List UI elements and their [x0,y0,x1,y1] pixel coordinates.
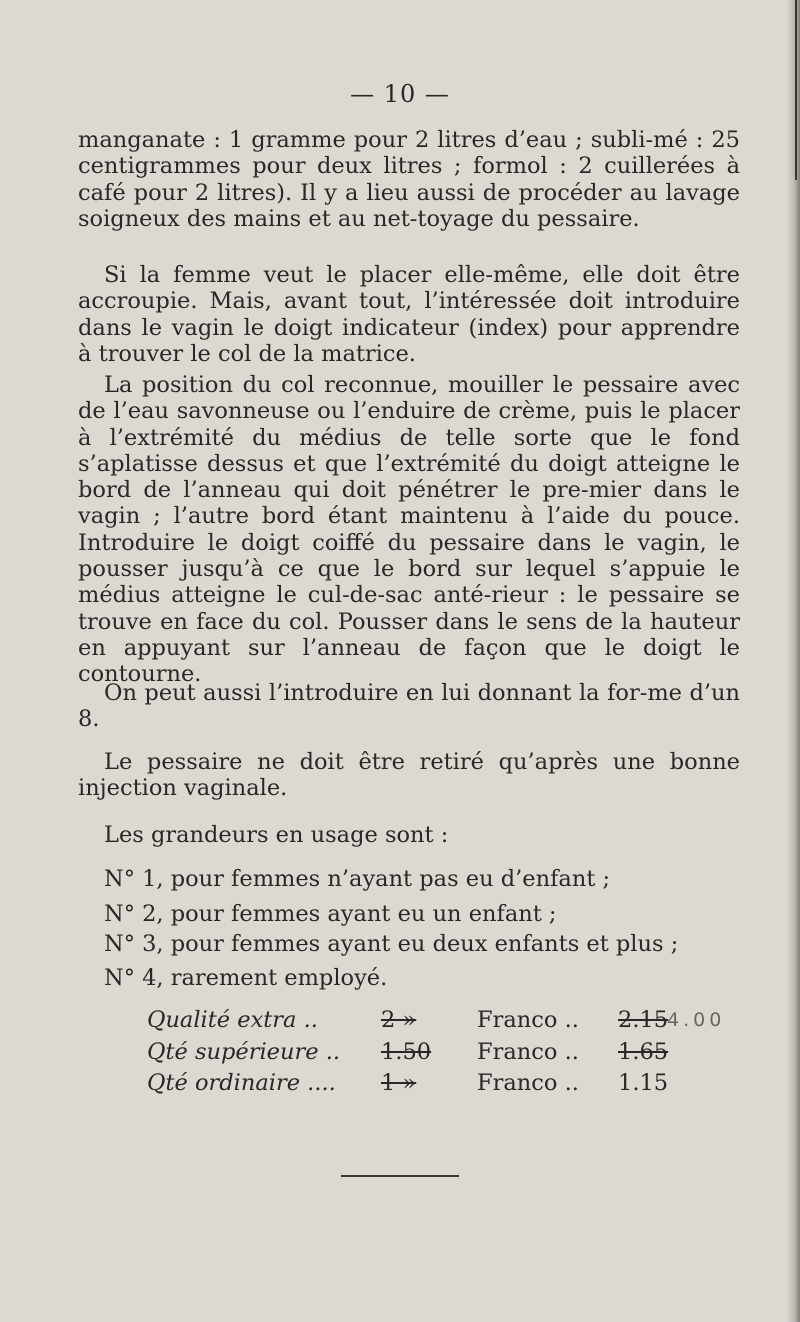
paragraph-5 [78,749,740,802]
handwritten-annotation: 4.00 [667,1009,726,1031]
price-value: 1.50 [381,1039,432,1065]
paragraph-4 [78,680,740,733]
quality-label: Qualité extra .. [147,1007,318,1033]
size-item-2: N° 2, pour femmes ayant eu un enfant ; [104,901,557,927]
paragraph-text: Si la femme veut le placer elle-même, elle doit être accroupie. Mais, avant tout, l’intéressée doit introduire dans le vagin le doigt indicateur (index) pour apprendre à trouver le col de la matrice. [78,262,740,367]
page-number: — 10 — [350,80,450,108]
paragraph-1 [78,127,740,232]
price-row-extra [147,1006,726,1034]
section-divider [341,1175,459,1177]
page-edge-shadow [786,0,800,1322]
size-item-3: N° 3, pour femmes ayant eu deux enfants et plus ; [104,931,679,957]
size-item-1: N° 1, pour femmes n’ayant pas eu d’enfant ; [104,866,611,892]
franco-label: Franco .. [477,1070,579,1096]
paragraph-3 [78,372,740,688]
paragraph-2 [78,262,740,367]
quality-label: Qté supérieure .. [147,1039,340,1065]
franco-label: Franco .. [477,1007,579,1033]
quality-label: Qté ordinaire .... [147,1070,336,1096]
paragraph-text: manganate : 1 gramme pour 2 litres d’eau ; subli-mé : 25 centigrammes pour deux litres ; formol : 2 cuillerées à café pour 2 litres). Il y a lieu aussi de procéder au lavage soigneux des mains et au net-toyage du pessaire. [78,127,740,232]
price-value: 2 » [381,1007,417,1033]
franco-price: 1.15 [618,1070,669,1096]
paragraph-text: Les grandeurs en usage sont : [104,822,449,848]
paragraph-text: La position du col reconnue, mouiller le pessaire avec de l’eau savonneuse ou l’enduire de crème, puis le placer à l’extrémité du médius de telle sorte que le fond s’aplatisse dessus et que l’extrémité du doigt atteigne le bord de l’anneau qui doit pénétrer le pre-mier dans le vagin ; l’autre bord étant maintenu à l’aide du pouce. Introduire le doigt coiffé du pessaire dans le vagin, le pousser jusqu’à ce que le bord sur lequel s’appuie le médius atteigne le cul-de-sac anté-rieur : le pessaire se trouve en face du col. Pousser dans le sens de la hauteur en appuyant sur l’anneau de façon que le doigt le contourne. [78,372,740,688]
price-value: 1 » [381,1070,417,1096]
paragraph-text: On peut aussi l’introduire en lui donnant la for-me d’un 8. [78,680,740,733]
franco-label: Franco .. [477,1039,579,1065]
franco-price: 2.15 [618,1007,669,1033]
price-row-ordinaire [147,1069,707,1097]
paragraph-text: Le pessaire ne doit être retiré qu’après une bonne injection vaginale. [78,749,740,802]
paragraph-6 [78,822,740,848]
price-row-superieure [147,1038,707,1066]
franco-price: 1.65 [618,1039,669,1065]
size-item-4: N° 4, rarement employé. [104,965,388,991]
